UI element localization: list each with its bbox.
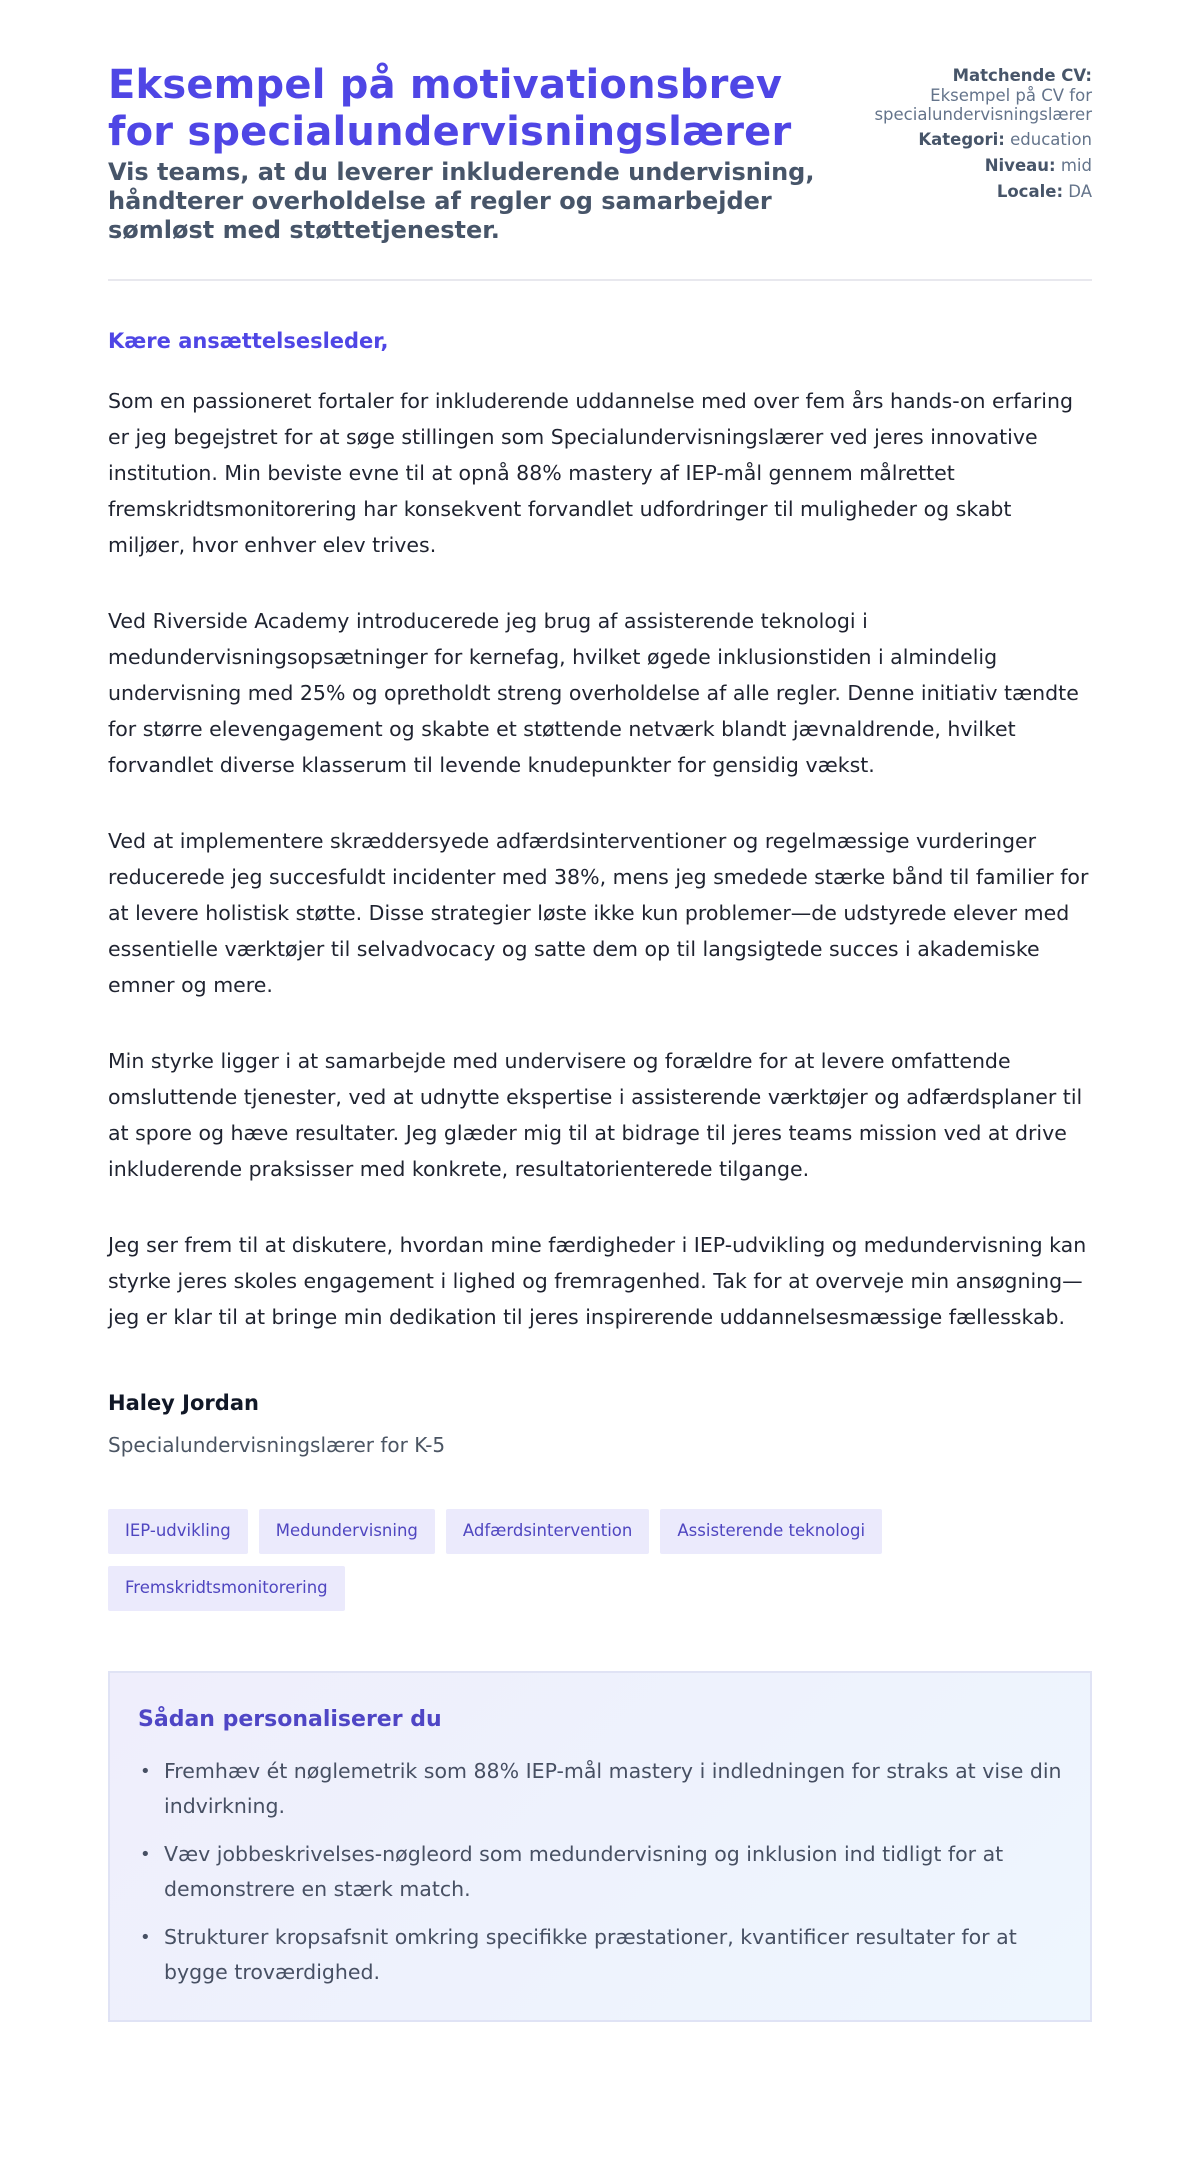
letter-body xyxy=(108,383,1092,1335)
page-subtitle: Vis teams, at du leverer inkluderende undervisning, håndterer overholdelse af regler og samarbejder sømløst med støttetjenester. xyxy=(108,158,815,244)
meta-locale-label: Locale: xyxy=(996,182,1064,201)
letter-salutation: Kære ansættelsesleder, xyxy=(108,329,389,353)
skill-tags xyxy=(108,1509,928,1611)
tips-title: Sådan personaliserer du xyxy=(138,1707,442,1732)
meta-level-label: Niveau: xyxy=(984,156,1056,175)
letter-paragraph: Ved Riverside Academy introducerede jeg brug af assisterende teknologi i medundervisningsopsætninger for kernefag, hvilket øgede inklusionstiden i almindelig undervisning med 25% og opretholdt streng overholdelse af alle regler. Denne initiativ tændte for større elevengagement og skabte et støttende netværk blandt jævnaldrende, hvilket forvandlet diverse klasserum til levende knudepunkter for gensidig vækst. xyxy=(108,609,1079,777)
bullet-icon: • xyxy=(140,1927,151,1948)
tip-item xyxy=(138,1920,1062,1990)
meta-level-value: mid xyxy=(1060,156,1092,175)
skill-tag: Fremskridtsmonitorering xyxy=(108,1566,345,1611)
tip-item xyxy=(138,1837,1062,1907)
meta-category-label: Kategori: xyxy=(918,130,1005,149)
skill-tag: IEP-udvikling xyxy=(108,1509,248,1554)
skill-tag: Assisterende teknologi xyxy=(660,1509,882,1554)
meta-level xyxy=(836,156,1092,176)
tip-text: Strukturer kropsafsnit omkring specifikke præstationer, kvantificer resultater for at bygge troværdighed. xyxy=(164,1925,1017,1984)
meta-locale xyxy=(836,182,1092,202)
letter-paragraph: Jeg ser frem til at diskutere, hvordan mine færdigheder i IEP-udvikling og medundervisning kan styrke jeres skoles engagement i lighed og fremragenhed. Tak for at overveje min ansøgning—jeg er klar til at bringe min dedikation til jeres inspirerende uddannelsesmæssige fællesskab. xyxy=(108,1233,1087,1329)
signature-name: Haley Jordan xyxy=(108,1391,259,1415)
meta-matching-cv xyxy=(836,66,1092,124)
signature-title: Specialundervisningslærer for K-5 xyxy=(108,1433,446,1457)
tip-item xyxy=(138,1754,1062,1824)
meta-category xyxy=(836,130,1092,150)
meta-locale-value: DA xyxy=(1068,182,1092,201)
personalization-tips xyxy=(108,1671,1092,2022)
letter-paragraph: Ved at implementere skræddersyede adfærdsinterventioner og regelmæssige vurderinger reducerede jeg succesfuldt incidenter med 38%, mens jeg smedede stærke bånd til familier for at levere holistisk støtte. Disse strategier løste ikke kun problemer—de udstyrede elever med essentielle værktøjer til selvadvocacy og satte dem op til langsigtede succes i akademiske emner og mere. xyxy=(108,829,1089,997)
header-titles xyxy=(108,62,836,245)
meta-cv-label: Matchende CV: xyxy=(952,66,1092,85)
skill-tag: Medundervisning xyxy=(259,1509,435,1554)
page-header xyxy=(108,62,1092,281)
meta-cv-value: Eksempel på CV for specialundervisningslærer xyxy=(874,86,1092,124)
page-title: Eksempel på motivationsbrev for specialundervisningslærer xyxy=(108,62,792,155)
bullet-icon: • xyxy=(140,1844,151,1865)
letter-paragraph: Som en passioneret fortaler for inkluderende uddannelse med over fem års hands-on erfaring er jeg begejstret for at søge stillingen som Specialundervisningslærer ved jeres innovative institution. Min beviste evne til at opnå 88% mastery af IEP-mål gennem målrettet fremskridtsmonitorering har konsekvent forvandlet udfordringer til muligheder og skabt miljøer, hvor enhver elev trives. xyxy=(108,389,1073,557)
skill-tag: Adfærdsintervention xyxy=(446,1509,649,1554)
tip-text: Væv jobbeskrivelses-nøgleord som medundervisning og inklusion ind tidligt for at demonstrere en stærk match. xyxy=(164,1842,1004,1901)
letter-signature xyxy=(108,1391,1092,1457)
bullet-icon: • xyxy=(140,1761,151,1782)
letter-paragraph: Min styrke ligger i at samarbejde med undervisere og forældre for at levere omfattende omsluttende tjenester, ved at udnytte ekspertise i assisterende værktøjer og adfærdsplaner til at spore og hæve resultater. Jeg glæder mig til at bidrage til jeres teams mission ved at drive inkluderende praksisser med konkrete, resultatorienterede tilgange. xyxy=(108,1049,1083,1181)
tip-text: Fremhæv ét nøglemetrik som 88% IEP-mål mastery i indledningen for straks at vise din indvirkning. xyxy=(164,1759,1062,1818)
meta-info xyxy=(836,62,1092,208)
tips-list xyxy=(138,1754,1062,1990)
meta-category-value: education xyxy=(1010,130,1092,149)
